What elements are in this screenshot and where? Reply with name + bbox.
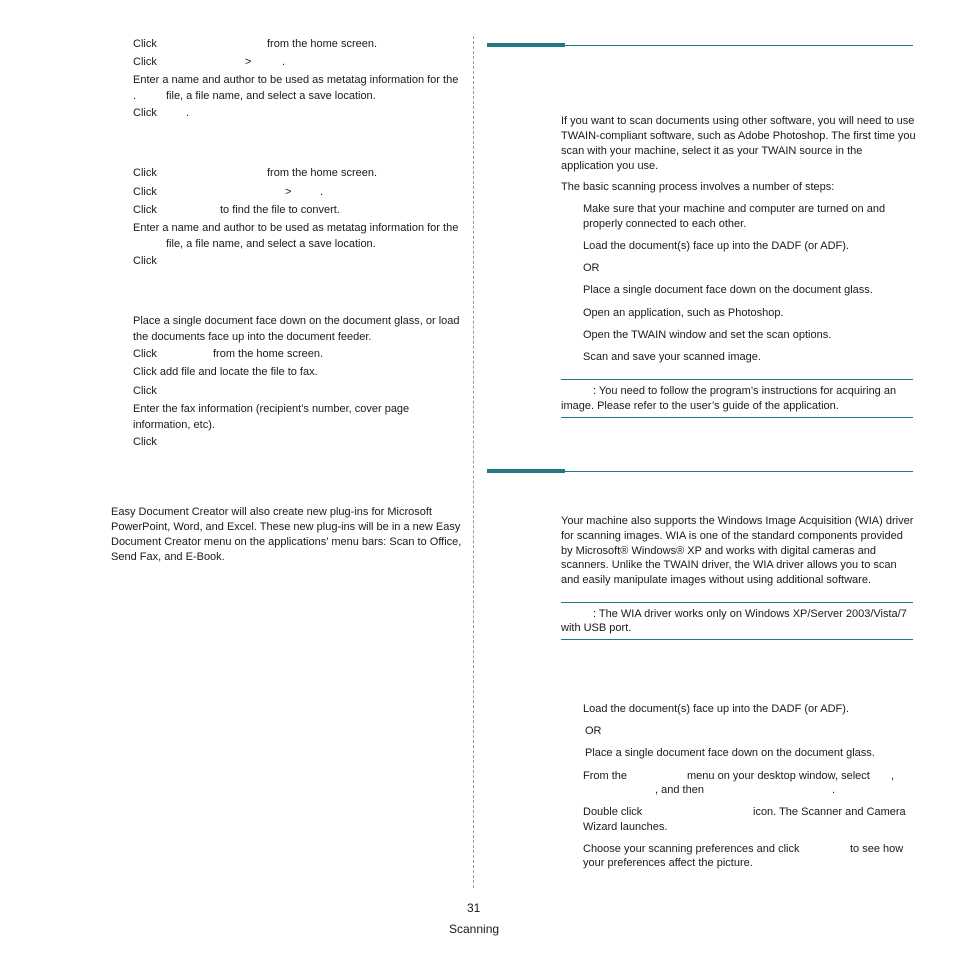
fax-step-4-click: Click: [133, 385, 157, 397]
wia-step-4-line2: your preferences affect the picture.: [583, 857, 753, 869]
twain-section-rule: [565, 45, 913, 46]
office-step-4-click: Click: [133, 107, 157, 119]
wia-note-line1: : The WIA driver works only on Windows XP/Server 2003/Vista/7: [593, 608, 907, 620]
office-step-1-text: from the home screen.: [267, 38, 378, 50]
fax-step-1-line2: the documents face up into the document feeder.: [133, 331, 372, 343]
wia-step-1: Load the document(s) face up into the DADF (or ADF).: [583, 703, 849, 715]
ebook-step-2-gt: >: [285, 186, 292, 198]
ebook-step-5-click: Click: [133, 255, 157, 267]
office-step-3-line1: Enter a name and author to be used as metatag information for the: [133, 74, 459, 86]
wia-step-2-comma: ,: [891, 770, 895, 782]
page-number: 31: [467, 901, 481, 915]
office-step-2-gt: >: [245, 56, 252, 68]
office-step-2-dot: .: [282, 56, 286, 68]
column-divider: [473, 36, 474, 888]
fax-step-5-line1: Enter the fax information (recipient’s number, cover page: [133, 403, 410, 415]
twain-step-2-or: OR: [583, 262, 600, 274]
ebook-step-4-line2: file, a file name, and select a save location.: [166, 238, 376, 250]
wia-intro-line1: Your machine also supports the Windows Image Acquisition (WIA) driver: [561, 515, 914, 527]
twain-note-top-rule: [561, 379, 913, 380]
office-step-2-click: Click: [133, 56, 157, 68]
twain-step-2b: Place a single document face down on the document glass.: [583, 284, 873, 296]
twain-note-bottom-rule: [561, 417, 913, 418]
wia-step-3-line2: Wizard launches.: [583, 821, 668, 833]
office-step-3-dot: .: [133, 90, 137, 102]
office-step-3-line2: file, a file name, and select a save location.: [166, 90, 376, 102]
wia-note-line2: with USB port.: [561, 622, 632, 634]
twain-step-4: Open the TWAIN window and set the scan options.: [583, 329, 832, 341]
wia-step-2-andthen: , and then: [655, 784, 704, 796]
ebook-step-4-line1: Enter a name and author to be used as metatag information for the: [133, 222, 459, 234]
wia-intro-line2: for scanning images. WIA is one of the standard components provided: [561, 530, 903, 542]
twain-step-2: Load the document(s) face up into the DADF (or ADF).: [583, 240, 849, 252]
wia-section-rule: [565, 471, 913, 472]
wia-step-4-choose: Choose your scanning preferences and click: [583, 843, 800, 855]
fax-step-5-line2: information, etc).: [133, 419, 215, 431]
wia-step-3-double: Double click: [583, 806, 643, 818]
fax-step-2-click: Click: [133, 348, 157, 360]
wia-intro-line3: by Microsoft® Windows® XP and works with digital cameras and: [561, 545, 876, 557]
fax-step-1-line1: Place a single document face down on the document glass, or load: [133, 315, 460, 327]
office-step-4-dot: .: [186, 107, 190, 119]
wia-section-accent-bar: [487, 469, 565, 473]
wia-note-top-rule: [561, 602, 913, 603]
twain-steps-intro: The basic scanning process involves a number of steps:: [561, 181, 835, 193]
wia-step-1b: Place a single document face down on the document glass.: [585, 747, 875, 759]
ebook-step-1-click: Click: [133, 167, 157, 179]
wia-step-4-text: to see how: [850, 843, 904, 855]
fax-step-2-text: from the home screen.: [213, 348, 324, 360]
wia-intro-line5: and easily manipulate images without using additional software.: [561, 574, 872, 586]
plugins-paragraph: Easy Document Creator will also create new plug-ins for Microsoft PowerPoint, Word, and Excel. These new plug-ins will be in a new Easy Document Creator menu on the applications’ menu bars: Scan to Office, Send Fax, and E-Book.: [111, 506, 462, 563]
twain-intro: If you want to scan documents using other software, you will need to use TWAIN-compliant software, such as Adobe Photoshop. The first time you scan with your machine, select it as your TWAIN source in the application you use.: [561, 115, 916, 172]
ebook-step-1-text: from the home screen.: [267, 167, 378, 179]
wia-intro-line4: scanners. Unlike the TWAIN driver, the WIA driver allows you to scan: [561, 559, 897, 571]
twain-note-line2: image. Please refer to the user’s guide of the application.: [561, 400, 839, 412]
ebook-step-3-click: Click: [133, 204, 157, 216]
wia-note-bottom-rule: [561, 639, 913, 640]
twain-step-1-line2: properly connected to each other.: [583, 218, 747, 230]
fax-step-3: Click add file and locate the file to fax.: [133, 366, 318, 378]
chapter-name: Scanning: [449, 922, 500, 936]
wia-step-1-or: OR: [585, 725, 602, 737]
twain-step-3: Open an application, such as Photoshop.: [583, 307, 784, 319]
wia-step-2-dot: .: [832, 784, 836, 796]
wia-step-3-text: icon. The Scanner and Camera: [753, 806, 906, 818]
ebook-step-2-dot: .: [320, 186, 324, 198]
wia-step-2-from: From the: [583, 770, 628, 782]
ebook-step-3-text: to find the file to convert.: [220, 204, 340, 216]
ebook-step-2-click: Click: [133, 186, 157, 198]
twain-step-5: Scan and save your scanned image.: [583, 351, 761, 363]
twain-note-line1: : You need to follow the program’s instructions for acquiring an: [593, 385, 897, 397]
office-step-1-click: Click: [133, 38, 157, 50]
wia-step-2-mid: menu on your desktop window, select: [687, 770, 870, 782]
fax-step-6-click: Click: [133, 436, 157, 448]
twain-section-accent-bar: [487, 43, 565, 47]
twain-step-1-line1: Make sure that your machine and computer are turned on and: [583, 203, 886, 215]
